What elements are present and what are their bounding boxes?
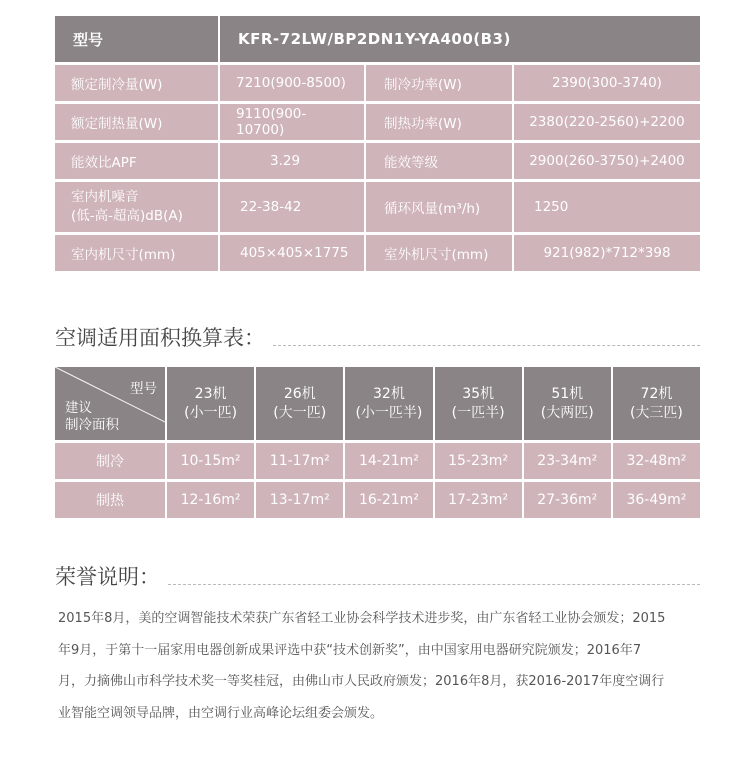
spec-key: 制热功率(W) xyxy=(366,104,514,140)
spec-value: 9110(900-10700) xyxy=(220,104,366,140)
honor-paragraph xyxy=(58,603,703,729)
model-column-header xyxy=(256,367,345,440)
honor-section-title: 荣誉说明： xyxy=(55,565,160,589)
spec-row xyxy=(55,179,700,232)
column-desc: (大两匹) xyxy=(540,404,594,421)
area-cell: 10-15m² xyxy=(167,443,256,479)
model-column-header xyxy=(613,367,700,440)
model-column-header xyxy=(524,367,613,440)
model-column-header xyxy=(167,367,256,440)
spec-key: 能效比APF xyxy=(55,143,220,179)
honor-section-heading xyxy=(55,561,700,591)
row-label: 制冷 xyxy=(55,443,167,479)
corner-header-cell xyxy=(55,367,167,440)
honor-line: 年9月，于第十一届家用电器创新成果评选中获“技术创新奖”，由中国家用电器研究院颁发；2016年7 xyxy=(58,642,642,658)
spec-value: 2380(220-2560)+2200 xyxy=(529,114,685,130)
spec-value: 7210(900-8500) xyxy=(220,65,366,101)
spec-key: 室外机尺寸(mm) xyxy=(366,235,514,271)
area-cell: 23-34m² xyxy=(524,443,613,479)
honor-line: 月，力摘佛山市科学技术奖一等奖桂冠，由佛山市人民政府颁发；2016年8月，获2016-2017年度空调行 xyxy=(58,674,665,689)
column-desc: (小一匹半) xyxy=(355,404,423,421)
column-desc: (大一匹) xyxy=(273,404,327,421)
spec-key: 额定制热量(W) xyxy=(55,104,220,140)
area-cell: 36-49m² xyxy=(626,492,687,508)
honor-line: 2015年8月，美的空调智能技术荣获广东省轻工业协会科学技术进步奖，由广东省轻工业协会颁发；2015 xyxy=(58,611,666,626)
corner-suggest-label xyxy=(65,400,119,434)
spec-header-row xyxy=(55,16,700,62)
area-header-row xyxy=(55,367,700,440)
spec-row xyxy=(55,62,700,101)
corner-suggest-line1: 建议 xyxy=(65,400,92,416)
column-model: 72机 xyxy=(640,385,673,402)
area-cell: 27-36m² xyxy=(524,482,613,518)
spec-key: 循环风量(m³/h) xyxy=(366,182,514,232)
spec-value: 921(982)*712*398 xyxy=(543,245,671,261)
area-cell: 15-23m² xyxy=(435,443,524,479)
column-model: 35机 xyxy=(462,385,495,402)
column-desc: (大三匹) xyxy=(629,404,683,421)
spec-key: 制冷功率(W) xyxy=(366,65,514,101)
column-model: 26机 xyxy=(283,385,316,402)
spec-key: 能效等级 xyxy=(366,143,514,179)
model-column-header xyxy=(435,367,524,440)
column-model: 23机 xyxy=(194,385,227,402)
spec-row xyxy=(55,232,700,271)
model-label: 型号 xyxy=(55,16,220,62)
spec-table xyxy=(55,16,700,271)
spec-row xyxy=(55,101,700,140)
area-cell: 32-48m² xyxy=(626,453,687,469)
spec-value: 22-38-42 xyxy=(220,182,366,232)
spec-key-line1: 室内机噪音 xyxy=(71,189,139,205)
spec-value: 3.29 xyxy=(220,143,366,179)
title-divider xyxy=(273,345,700,346)
area-cell: 16-21m² xyxy=(345,482,434,518)
area-cell: 17-23m² xyxy=(435,482,524,518)
spec-value: 1250 xyxy=(534,199,569,215)
corner-suggest-line2: 制冷面积 xyxy=(65,417,119,433)
spec-value: 2390(300-3740) xyxy=(552,75,662,91)
column-desc: (小一匹) xyxy=(184,404,238,421)
spec-value: 405×405×1775 xyxy=(220,235,366,271)
column-desc: (一匹半) xyxy=(451,404,505,421)
spec-key: 额定制冷量(W) xyxy=(55,65,220,101)
area-table xyxy=(55,367,700,518)
column-model: 32机 xyxy=(373,385,405,402)
spec-row xyxy=(55,140,700,179)
row-label: 制热 xyxy=(55,482,167,518)
area-cell: 14-21m² xyxy=(345,443,434,479)
area-section-heading xyxy=(55,322,700,352)
spec-value: 2900(260-3750)+2400 xyxy=(529,153,685,169)
spec-key xyxy=(55,182,220,232)
spec-key: 室内机尺寸(mm) xyxy=(55,235,220,271)
area-row-heating xyxy=(55,479,700,518)
area-row-cooling xyxy=(55,440,700,479)
model-value: KFR-72LW/BP2DN1Y-YA400(B3) xyxy=(238,30,511,48)
title-divider xyxy=(168,584,700,585)
area-section-title: 空调适用面积换算表： xyxy=(55,326,265,350)
area-cell: 12-16m² xyxy=(167,482,256,518)
corner-model-label: 型号 xyxy=(130,381,157,397)
area-cell: 13-17m² xyxy=(256,482,345,518)
honor-line: 业智能空调领导品牌，由空调行业高峰论坛组委会颁发。 xyxy=(58,705,384,721)
spec-key-line2: (低-高-超高)dB(A) xyxy=(71,208,183,224)
model-column-header xyxy=(345,367,434,440)
column-model: 51机 xyxy=(551,385,584,402)
area-cell: 11-17m² xyxy=(256,443,345,479)
